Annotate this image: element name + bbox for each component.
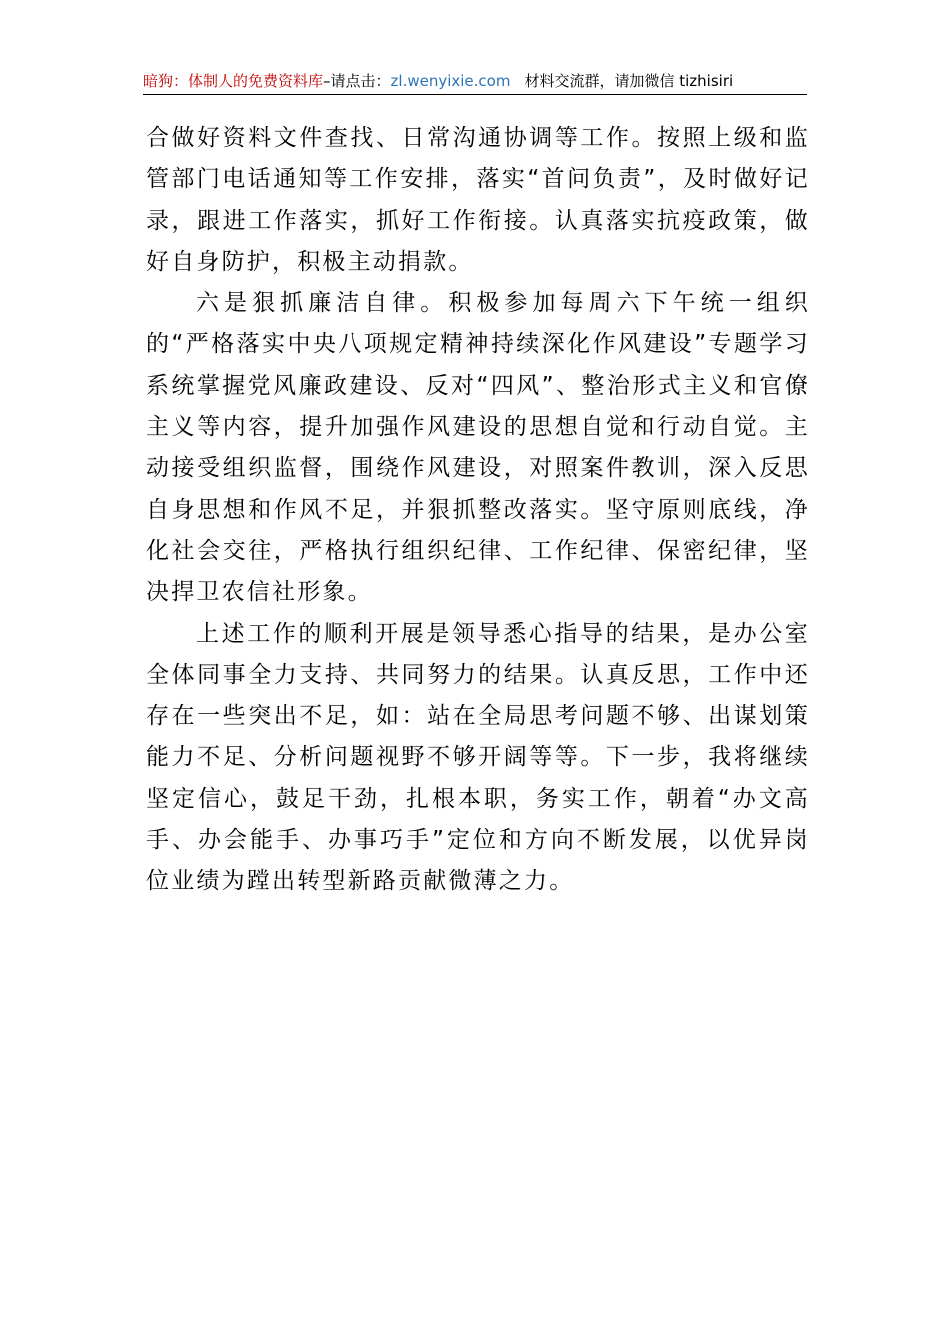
- header-cta: –请点击：: [323, 72, 391, 90]
- header-wechat-note: 材料交流群，请加微信 tizhisiri: [524, 72, 734, 90]
- page-header: [143, 70, 807, 95]
- paragraph-continuation: 合做好资料文件查找、日常沟通协调等工作。按照上级和监管部门电话通知等工作安排，落实“首问负责”，及时做好记录，跟进工作落实，抓好工作衔接。认真落实抗疫政策，做好自身防护，积极主动捐款。: [146, 125, 810, 275]
- paragraph-integrity: 六是狠抓廉洁自律。积极参加每周六下午统一组织的“严格落实中央八项规定精神持续深化作风建设”专题学习系统掌握党风廉政建设、反对“四风”、整治形式主义和官僚主义等内容，提升加强作风建设的思想自觉和行动自觉。主动接受组织监督，围绕作风建设，对照案件教训，深入反思自身思想和作风不足，并狠抓整改落实。坚守原则底线，净化社会交往，严格执行组织纪律、工作纪律、保密纪律，坚决捍卫农信社形象。: [146, 290, 810, 606]
- header-url-link[interactable]: zl.wenyixie.com: [390, 72, 511, 90]
- header-site-name: 暗狗：体制人的免费资料库: [143, 72, 324, 90]
- document-body: [146, 118, 810, 903]
- paragraph-summary: 上述工作的顺利开展是领导悉心指导的结果，是办公室全体同事全力支持、共同努力的结果。认真反思，工作中还存在一些突出不足，如：站在全局思考问题不够、出谋划策能力不足、分析问题视野不够开阔等等。下一步，我将继续坚定信心，鼓足干劲，扎根本职，务实工作，朝着“办文高手、办会能手、办事巧手”定位和方向不断发展，以优异岗位业绩为蹚出转型新路贡献微薄之力。: [146, 620, 810, 895]
